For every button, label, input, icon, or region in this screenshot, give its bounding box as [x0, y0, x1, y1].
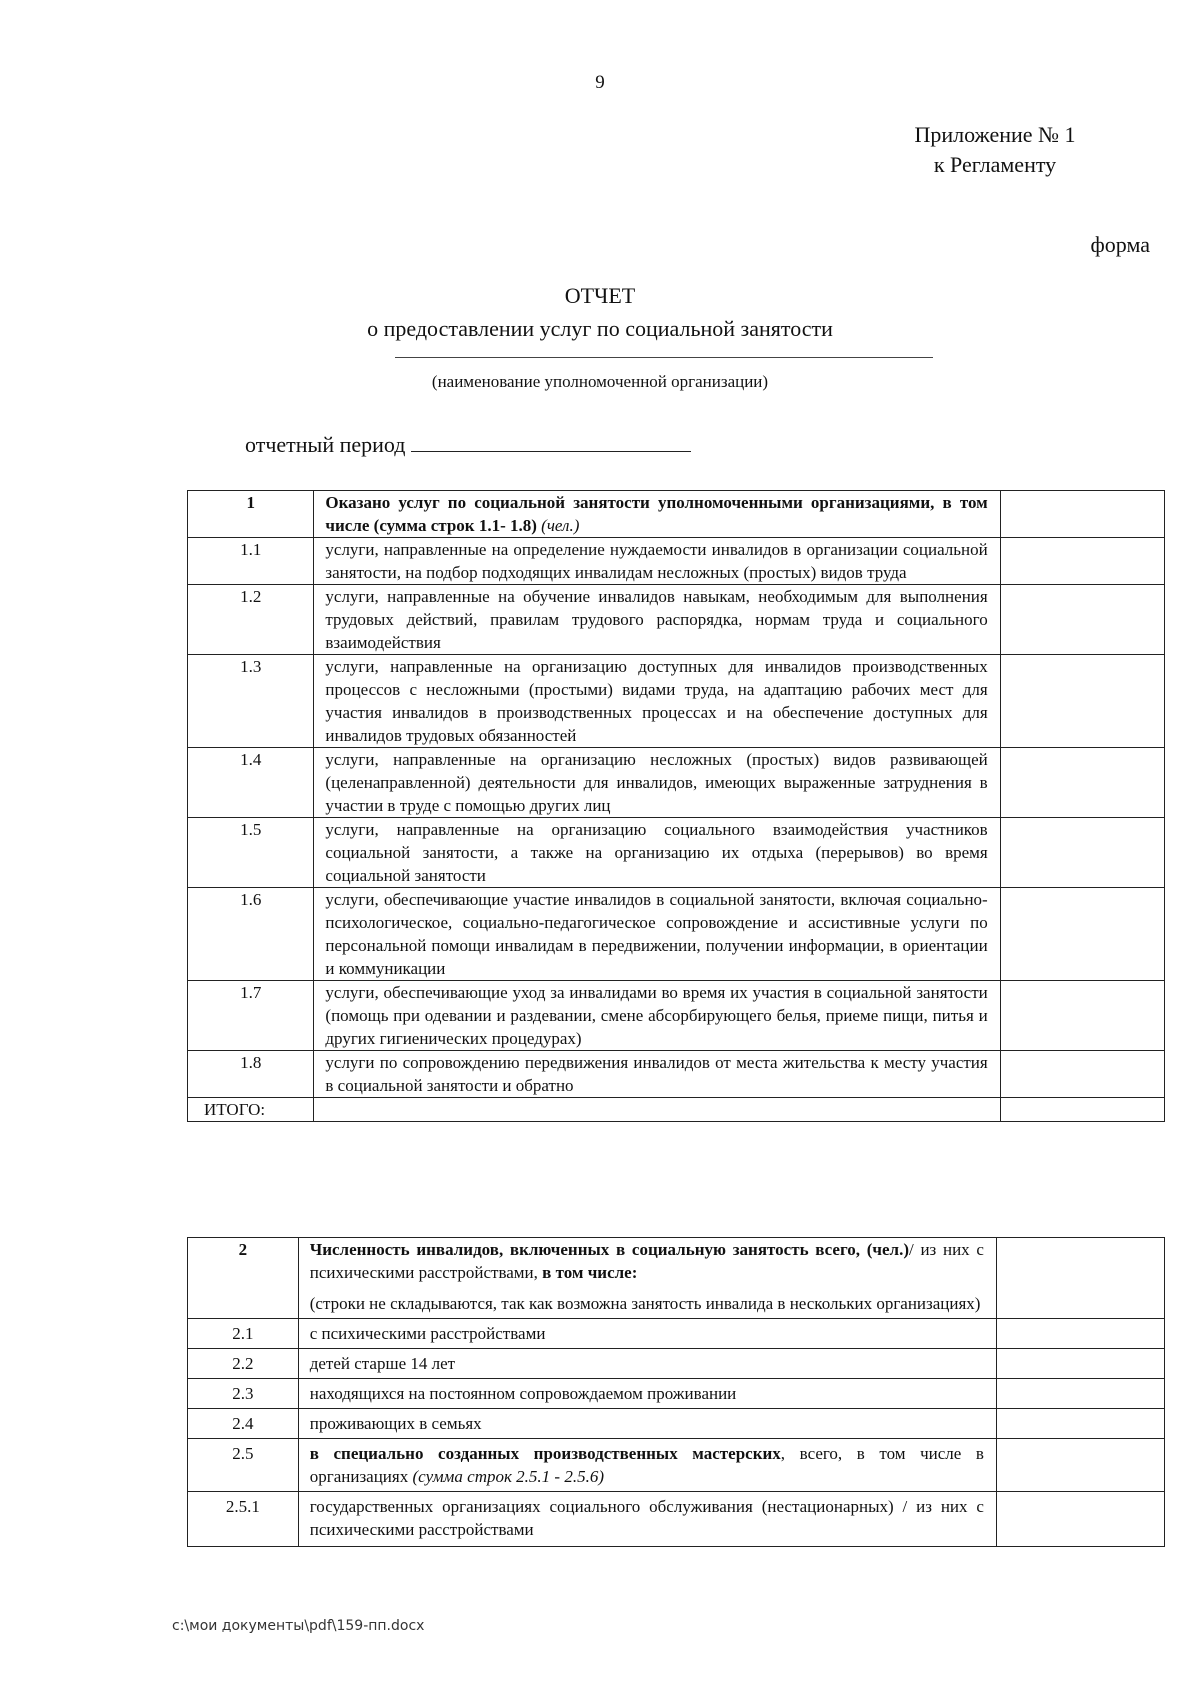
table-row [188, 655, 1165, 748]
form-label: форма [1090, 232, 1150, 257]
row-text: услуги по сопровождению передвижения инвалидов от места жительства к месту участия в социальной занятости и обратно [314, 1051, 1000, 1098]
table-row [188, 1051, 1165, 1098]
appendix-line-1: Приложение № 1 [914, 122, 1076, 147]
value-cell [1000, 888, 1164, 981]
row-number: 1.2 [188, 585, 314, 655]
footer-file-path: c:\мои документы\pdf\159-пп.docx [172, 1618, 425, 1634]
value-cell [1000, 981, 1164, 1051]
row-text-plain: , всего, в том числе в организациях [309, 1444, 984, 1486]
row-number: 1.7 [188, 981, 314, 1051]
table-row [188, 1409, 1165, 1439]
row-text-italic: (сумма строк 2.5.1 - 2.5.6) [412, 1467, 604, 1486]
row-note: (строки не складываются, так как возможна занятость инвалида в нескольких организациях) [309, 1294, 981, 1313]
row-number: 1.8 [188, 1051, 314, 1098]
row-number: 2.5.1 [188, 1492, 299, 1547]
value-cell [1000, 818, 1164, 888]
row-text: услуги, направленные на определение нуждаемости инвалидов в организации социальной занятости, на подбор подходящих инвалидам несложных (простых) видов труда [314, 538, 1000, 585]
value-cell [1000, 585, 1164, 655]
table-row [188, 1349, 1165, 1379]
row-text-bold: в специально созданных производственных мастерских [309, 1444, 781, 1463]
row-number: 1.5 [188, 818, 314, 888]
value-cell [1000, 538, 1164, 585]
report-title: ОТЧЕТ [564, 283, 636, 308]
row-text: услуги, направленные на организацию социального взаимодействия участников социальной занятости, а также на организацию их отдыха (перерывов) во время социальной занятости [314, 818, 1000, 888]
row-text-plain: / из них с психическими расстройствами, [309, 1240, 984, 1282]
row-number: 1.1 [188, 538, 314, 585]
row-text: государственных организациях социального обслуживания (нестационарных) / из них с психическими расстройствами [298, 1492, 996, 1547]
table-row [188, 1379, 1165, 1409]
row-number: 1.6 [188, 888, 314, 981]
services-table [187, 490, 1165, 1122]
value-cell [1000, 1098, 1164, 1122]
row-text: услуги, обеспечивающие участие инвалидов в социальной занятости, включая социально-психологическое, социально-педагогическое сопровождение и ассистивные услуги по персональной помощи инвалидам в передвижении, получении информации, в ориентации и коммуникации [314, 888, 1000, 981]
reporting-period-blank [411, 433, 691, 452]
org-name-blank-line [395, 357, 933, 358]
reporting-period [245, 432, 691, 458]
row-text [298, 1238, 996, 1319]
row-text [314, 491, 1000, 538]
table-row [188, 818, 1165, 888]
table-row [188, 1319, 1165, 1349]
table-row [188, 981, 1165, 1051]
total-row [188, 1098, 1165, 1122]
row-text-bold: Численность инвалидов, включенных в социальную занятость всего, (чел.) [309, 1240, 909, 1259]
value-cell [996, 1492, 1164, 1547]
row-text [298, 1439, 996, 1492]
row-number: 2.2 [188, 1349, 299, 1379]
persons-table [187, 1237, 1165, 1547]
row-text: услуги, обеспечивающие уход за инвалидами во время их участия в социальной занятости (помощь при одевании и раздевании, смене абсорбирующего белья, приеме пищи, питья и других гигиенических процедурах) [314, 981, 1000, 1051]
row-number: 2.5 [188, 1439, 299, 1492]
row-text: услуги, направленные на организацию доступных для инвалидов производственных процессов с несложными (простыми) видами труда, на адаптацию рабочих мест для участия инвалидов в производственных процессах и на обеспечение доступных для инвалидов трудовых обязанностей [314, 655, 1000, 748]
row-text: с психическими расстройствами [298, 1319, 996, 1349]
value-cell [996, 1349, 1164, 1379]
row-number: 2.4 [188, 1409, 299, 1439]
value-cell [996, 1409, 1164, 1439]
report-subtitle: о предоставлении услуг по социальной занятости [367, 316, 833, 341]
table-row [188, 538, 1165, 585]
value-cell [1000, 655, 1164, 748]
row-number: 1.3 [188, 655, 314, 748]
value-cell [996, 1379, 1164, 1409]
row-number: 2.3 [188, 1379, 299, 1409]
reporting-period-label: отчетный период [245, 432, 406, 457]
row-number: 1.4 [188, 748, 314, 818]
org-name-caption: (наименование уполномоченной организации) [431, 372, 769, 391]
row-text [314, 1098, 1000, 1122]
table-row [188, 1439, 1165, 1492]
appendix-heading [880, 120, 1110, 180]
appendix-line-2: к Регламенту [933, 152, 1057, 177]
value-cell [996, 1238, 1164, 1319]
row-text: детей старше 14 лет [298, 1349, 996, 1379]
row-text: проживающих в семьях [298, 1409, 996, 1439]
row-text: услуги, направленные на организацию несложных (простых) видов развивающей (целенаправленной) деятельности для инвалидов, имеющих выраженные затруднения в участии в труде с помощью других лиц [314, 748, 1000, 818]
row-text: находящихся на постоянном сопровождаемом проживании [298, 1379, 996, 1409]
row-number: 2.1 [188, 1319, 299, 1349]
value-cell [1000, 748, 1164, 818]
row-text-italic: (чел.) [541, 516, 580, 535]
row-text: услуги, направленные на обучение инвалидов навыкам, необходимым для выполнения трудовых действий, правилам трудового распорядка, нормам труда и социального взаимодействия [314, 585, 1000, 655]
value-cell [1000, 491, 1164, 538]
value-cell [996, 1439, 1164, 1492]
row-text-bold-2: в том числе: [542, 1263, 638, 1282]
page-number: 9 [595, 72, 605, 93]
row-number: 2 [188, 1238, 299, 1319]
table-row [188, 585, 1165, 655]
table-row [188, 491, 1165, 538]
table-row [188, 748, 1165, 818]
table-row [188, 1492, 1165, 1547]
table-row [188, 1238, 1165, 1319]
row-number: 1 [188, 491, 314, 538]
total-label: ИТОГО: [188, 1098, 314, 1122]
value-cell [996, 1319, 1164, 1349]
table-row [188, 888, 1165, 981]
value-cell [1000, 1051, 1164, 1098]
row-text-bold: Оказано услуг по социальной занятости уполномоченными организациями, в том числе (сумма строк 1.1- 1.8) [325, 493, 988, 535]
